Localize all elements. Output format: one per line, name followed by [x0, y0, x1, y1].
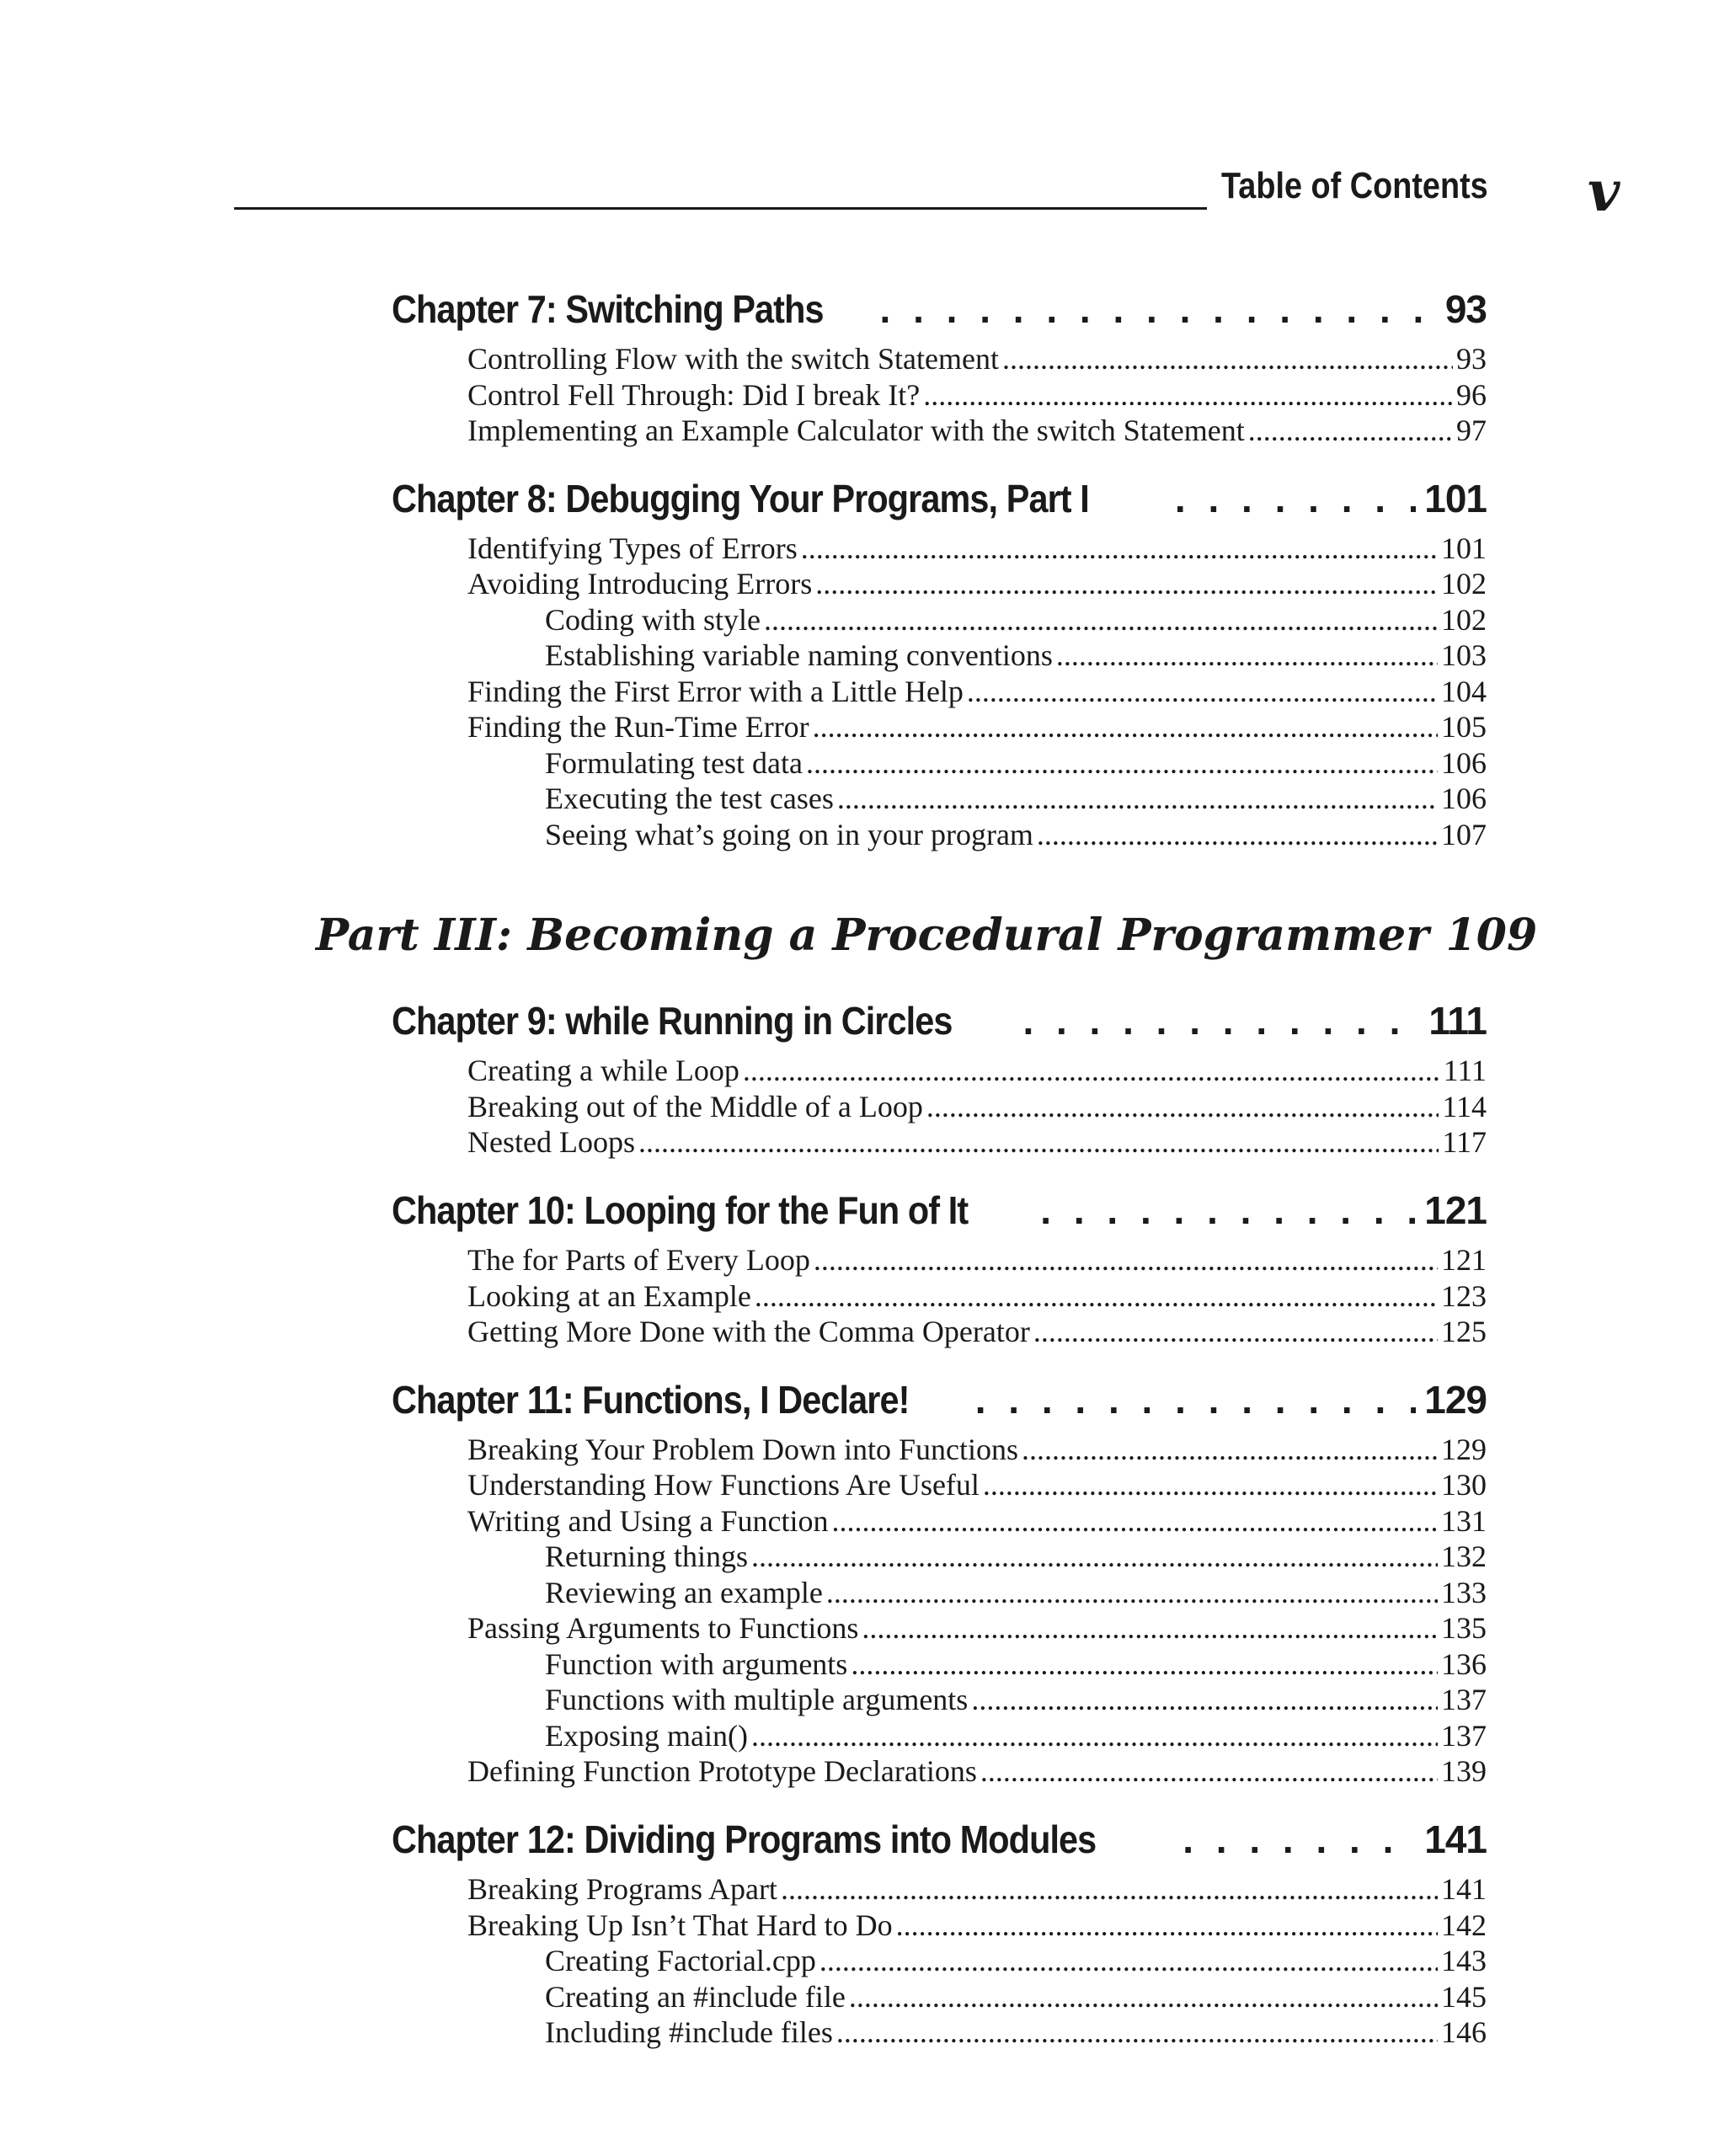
- toc-part-page-number: 109: [1445, 910, 1538, 961]
- toc-section-title: Breaking Up Isn’t That Hard to Do: [467, 1908, 893, 1942]
- toc-section: [467, 1871, 1487, 1907]
- toc-chapter: [392, 286, 1487, 332]
- toc-section-page-number: 101: [1441, 531, 1487, 565]
- toc-section-page-number: 131: [1441, 1504, 1487, 1538]
- toc-subsection: [545, 1718, 1487, 1753]
- toc-subsection: [545, 1575, 1487, 1610]
- toc-subsection-title: Returning things: [545, 1540, 748, 1573]
- toc-subsection-title: Formulating test data: [545, 746, 803, 780]
- dot-leader: [1182, 1817, 1416, 1862]
- dot-leader: [1037, 817, 1438, 852]
- dot-leader: [983, 1467, 1438, 1502]
- toc-section-page-number: 105: [1441, 710, 1487, 744]
- toc-section-page-number: 129: [1441, 1433, 1487, 1466]
- running-header-title: Table of Contents: [1221, 165, 1488, 206]
- toc-subsection-title: Exposing main(): [545, 1719, 748, 1753]
- toc-chapter-title: Chapter 9: while Running in Circles: [392, 999, 953, 1043]
- dot-leader: [751, 1718, 1438, 1753]
- toc-subsection: [545, 638, 1487, 673]
- toc-subsection-page-number: 137: [1441, 1683, 1487, 1716]
- toc-subsection-title: Creating an #include file: [545, 1980, 846, 2014]
- toc-section: [467, 1053, 1487, 1088]
- header-rule: [234, 207, 1207, 210]
- toc-section-page-number: 102: [1441, 567, 1487, 600]
- dot-leader: [815, 566, 1438, 601]
- toc-section-page-number: 142: [1441, 1908, 1487, 1942]
- toc-section-title: Nested Loops: [467, 1125, 635, 1159]
- dot-leader: [826, 1575, 1438, 1610]
- toc-subsection: [545, 1646, 1487, 1682]
- toc-subsection: [545, 817, 1487, 852]
- toc-chapter: [392, 998, 1487, 1043]
- toc-section-title: Implementing an Example Calculator with the switch Statement: [467, 414, 1245, 447]
- toc-subsection-page-number: 145: [1441, 1980, 1487, 2014]
- toc-subsection-title: Coding with style: [545, 603, 761, 637]
- toc-section-page-number: 135: [1441, 1611, 1487, 1645]
- toc-section-title: Creating a while Loop: [467, 1054, 739, 1087]
- page-numeral: v: [1588, 158, 1620, 224]
- toc-subsection-page-number: 103: [1441, 638, 1487, 672]
- toc-subsection-title: Establishing variable naming conventions: [545, 638, 1053, 672]
- dot-leader: [1022, 1432, 1438, 1467]
- toc-subsection-page-number: 106: [1441, 746, 1487, 780]
- dot-leader: [1022, 998, 1420, 1043]
- toc-subsection-page-number: 143: [1441, 1944, 1487, 1977]
- toc-chapter-title: Chapter 8: Debugging Your Programs, Part I: [392, 477, 1089, 520]
- toc-section: [467, 1503, 1487, 1539]
- toc-subsection-page-number: 137: [1441, 1719, 1487, 1753]
- toc-section: [467, 566, 1487, 601]
- toc-section: [467, 1278, 1487, 1314]
- toc-section: [467, 1908, 1487, 1943]
- dot-leader: [1040, 1187, 1416, 1233]
- toc-section: [467, 1610, 1487, 1646]
- dot-leader: [851, 1646, 1438, 1682]
- toc-section-title: The for Parts of Every Loop: [467, 1243, 810, 1277]
- dot-leader: [1002, 341, 1453, 376]
- toc-section: [467, 1314, 1487, 1349]
- dot-leader: [813, 709, 1438, 744]
- dot-leader: [1248, 413, 1453, 448]
- toc-section-page-number: 141: [1441, 1872, 1487, 1906]
- toc-chapter: [392, 1817, 1487, 1862]
- toc-chapter-page-number: 129: [1424, 1378, 1487, 1422]
- toc-section-page-number: 96: [1456, 378, 1487, 412]
- toc-section-title: Writing and Using a Function: [467, 1504, 829, 1538]
- toc-section-title: Controlling Flow with the switch Statement: [467, 342, 999, 376]
- toc-section-page-number: 104: [1441, 675, 1487, 708]
- toc-subsection-title: Seeing what’s going on in your program: [545, 818, 1033, 851]
- dot-leader: [971, 1682, 1438, 1717]
- toc-section-title: Identifying Types of Errors: [467, 531, 798, 565]
- toc-subsection: [545, 1943, 1487, 1978]
- dot-leader: [896, 1908, 1438, 1943]
- dot-leader: [923, 377, 1453, 413]
- toc-subsection: [545, 781, 1487, 816]
- toc-section-page-number: 121: [1441, 1243, 1487, 1277]
- toc-subsection-page-number: 106: [1441, 782, 1487, 815]
- toc-section-title: Breaking out of the Middle of a Loop: [467, 1090, 923, 1123]
- toc-subsection: [545, 1539, 1487, 1574]
- toc-subsection-page-number: 107: [1441, 818, 1487, 851]
- toc-subsection: [545, 745, 1487, 781]
- toc-section-title: Control Fell Through: Did I break It?: [467, 378, 921, 412]
- toc-subsection-page-number: 133: [1441, 1576, 1487, 1609]
- dot-leader: [1056, 638, 1438, 673]
- dot-leader: [743, 1053, 1440, 1088]
- toc-chapter-title: Chapter 7: Switching Paths: [392, 287, 824, 331]
- toc-section-title: Breaking Your Problem Down into Functions: [467, 1433, 1019, 1466]
- toc-chapter: [392, 1187, 1487, 1233]
- toc-subsection-title: Reviewing an example: [545, 1576, 823, 1609]
- toc-section-page-number: 123: [1441, 1279, 1487, 1313]
- toc-chapter-title: Chapter 10: Looping for the Fun of It: [392, 1188, 969, 1232]
- dot-leader: [814, 1242, 1438, 1278]
- dot-leader: [1033, 1314, 1438, 1349]
- dot-leader: [764, 602, 1438, 638]
- toc-section: [467, 709, 1487, 744]
- toc-section-page-number: 111: [1443, 1054, 1487, 1087]
- toc-section-title: Avoiding Introducing Errors: [467, 567, 813, 600]
- toc-chapter-page-number: 93: [1444, 287, 1487, 331]
- toc-subsection-page-number: 102: [1441, 603, 1487, 637]
- toc-section-title: Breaking Programs Apart: [467, 1872, 777, 1906]
- toc-section-page-number: 93: [1456, 342, 1487, 376]
- toc-subsection: [545, 2015, 1487, 2050]
- dot-leader: [801, 531, 1438, 566]
- dot-leader: [926, 1089, 1439, 1124]
- toc-subsection: [545, 1682, 1487, 1717]
- dot-leader: [836, 2015, 1438, 2050]
- toc-chapter-page-number: 101: [1424, 477, 1487, 520]
- toc-section-page-number: 117: [1442, 1125, 1487, 1159]
- dot-leader: [862, 1610, 1438, 1646]
- toc-chapter: [392, 1377, 1487, 1422]
- toc-section-page-number: 125: [1441, 1315, 1487, 1348]
- toc-section-title: Looking at an Example: [467, 1279, 751, 1313]
- toc-section: [467, 531, 1487, 566]
- dot-leader: [751, 1539, 1438, 1574]
- dot-leader: [849, 1979, 1438, 2015]
- toc-section-title: Getting More Done with the Comma Operator: [467, 1315, 1030, 1348]
- toc-chapter-page-number: 121: [1424, 1188, 1487, 1232]
- toc-section-title: Passing Arguments to Functions: [467, 1611, 859, 1645]
- dot-leader: [755, 1278, 1438, 1314]
- dot-leader: [638, 1124, 1439, 1160]
- toc-chapter-page-number: 111: [1428, 999, 1487, 1043]
- toc-subsection-title: Creating Factorial.cpp: [545, 1944, 816, 1977]
- toc-chapter-page-number: 141: [1424, 1817, 1487, 1861]
- toc-subsection: [545, 602, 1487, 638]
- toc-section: [467, 1124, 1487, 1160]
- dot-leader: [819, 1943, 1438, 1978]
- dot-leader: [980, 1753, 1438, 1789]
- toc-chapter-title: Chapter 11: Functions, I Declare!: [392, 1378, 910, 1422]
- toc-subsection: [545, 1979, 1487, 2015]
- dot-leader: [975, 1377, 1417, 1422]
- toc-part-title: Part III: Becoming a Procedural Programmer: [316, 910, 1429, 961]
- toc-section-page-number: 97: [1456, 414, 1487, 447]
- toc-part: [316, 910, 1538, 961]
- toc-section: [467, 1432, 1487, 1467]
- dot-leader: [1175, 476, 1416, 521]
- dot-leader: [837, 781, 1438, 816]
- toc-subsection-page-number: 136: [1441, 1647, 1487, 1681]
- dot-leader: [880, 286, 1437, 332]
- dot-leader: [806, 745, 1438, 781]
- toc-chapter-title: Chapter 12: Dividing Programs into Modules: [392, 1817, 1097, 1861]
- toc-subsection-title: Executing the test cases: [545, 782, 834, 815]
- toc-subsection-page-number: 146: [1441, 2015, 1487, 2049]
- toc-section-page-number: 114: [1442, 1090, 1487, 1123]
- toc-section: [467, 341, 1487, 376]
- toc-section-page-number: 130: [1441, 1468, 1487, 1502]
- toc-section: [467, 377, 1487, 413]
- toc-section-title: Finding the First Error with a Little Help: [467, 675, 964, 708]
- toc-section-title: Finding the Run-Time Error: [467, 710, 809, 744]
- toc-chapter: [392, 476, 1487, 521]
- toc-section: [467, 1089, 1487, 1124]
- toc-section-page-number: 139: [1441, 1754, 1487, 1788]
- toc-subsection-page-number: 132: [1441, 1540, 1487, 1573]
- dot-leader: [781, 1871, 1438, 1907]
- toc-section: [467, 1753, 1487, 1789]
- toc-section-title: Understanding How Functions Are Useful: [467, 1468, 980, 1502]
- toc-subsection-title: Functions with multiple arguments: [545, 1683, 969, 1716]
- toc-section-title: Defining Function Prototype Declarations: [467, 1754, 977, 1788]
- dot-leader: [967, 674, 1438, 709]
- toc-subsection-title: Function with arguments: [545, 1647, 848, 1681]
- dot-leader: [832, 1503, 1438, 1539]
- toc-section: [467, 674, 1487, 709]
- toc-section: [467, 1242, 1487, 1278]
- toc-section: [467, 1467, 1487, 1502]
- toc-section: [467, 413, 1487, 448]
- toc-subsection-title: Including #include files: [545, 2015, 833, 2049]
